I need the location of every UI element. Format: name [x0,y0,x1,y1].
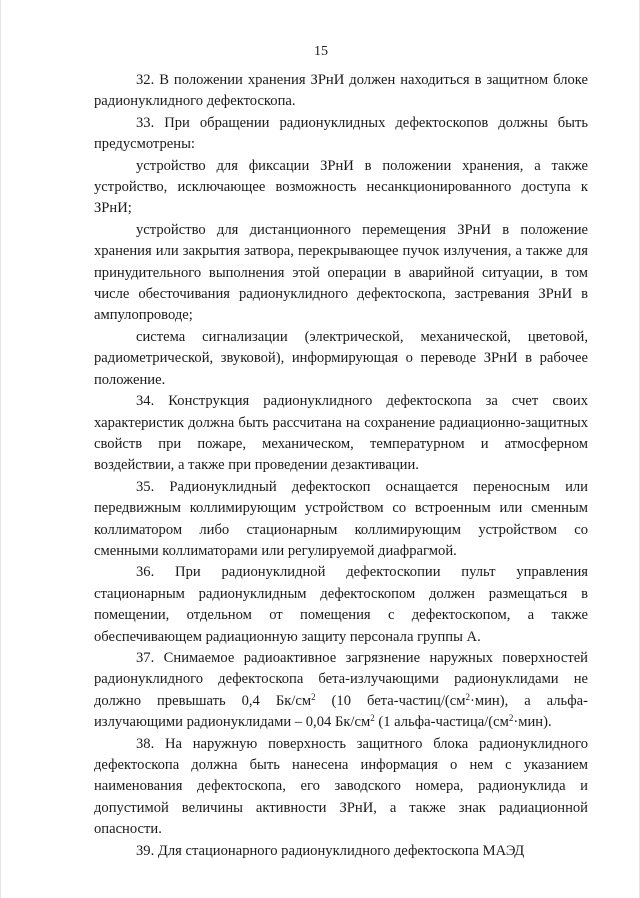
paragraph-34: 34. Конструкция радионуклидного дефектоскопа за счет своих характеристик должна быть рассчитана на сохранение радиационно-защитных свойств при пожаре, механическом, температурном и атмосферном воздействии, а также при проведении дезактивации. [94,393,588,474]
paragraph-37-part-4: (1 альфа-частица/(см [374,714,509,731]
superscript: 2 [311,691,316,702]
document-body [94,70,588,862]
paragraph-33-item-remote-transfer: устройство для дистанционного перемещения ЗРнИ в положение хранения или закрытия затвора, перекрывающее пучок излучения, а также для принудительного выполнения этой операции в аварийной ситуации, в том числе обесточивания радионуклидного дефектоскопа, застревания ЗРнИ в ампулопроводе; [94,221,588,324]
paragraph-35: 35. Радионуклидный дефектоскоп оснащается переносным или передвижным коллимирующим устройством со встроенным или сменным коллиматором либо стационарным коллимирующим устройством со сменными коллиматорами или регулируемой диафрагмой. [94,478,588,559]
paragraph-33: 33. При обращении радионуклидных дефектоскопов должны быть предусмотрены: [94,114,588,153]
paragraph-37 [94,648,588,734]
paragraph-32: 32. В положении хранения ЗРнИ должен находиться в защитном блоке радионуклидного дефектоскопа. [94,72,588,110]
paragraph-37-part-5: ·мин). [513,714,552,731]
paragraph-37-part-2: (10 бета-частиц/(см [315,692,466,709]
page-number: 15 [314,44,328,59]
superscript: 2 [370,713,375,724]
paragraph-39: 39. Для стационарного радионуклидного дефектоскопа МАЭД [136,842,525,859]
paragraph-33-item-fixation: устройство для фиксации ЗРнИ в положении хранения, а также устройство, исключающее возможность несанкционированного доступа к ЗРнИ; [94,157,588,217]
paragraph-33-item-signaling: система сигнализации (электрической, механической, цветовой, радиометрической, звуковой), информирующая о переводе ЗРнИ в рабочее положение. [94,328,588,388]
paragraph-37-part-3: ·мин), а альфа-излучающими радионуклидами – 0,04 Бк/см [94,692,588,731]
paragraph-37-part-1: 37. Снимаемое радиоактивное загрязнение наружных поверхностей радионуклидного дефектоскопа бета-излучающими радионуклидами не должно превышать 0,4 Бк/см [94,649,588,709]
superscript: 2 [465,691,470,702]
superscript: 2 [508,713,514,724]
paragraph-36: 36. При радионуклидной дефектоскопии пульт управления стационарным радионуклидным дефектоскопом должен размещаться в помещении, отдельном от помещения с дефектоскопом, а также обеспечивающем радиационную защиту персонала группы А. [94,564,588,645]
paragraph-38: 38. На наружную поверхность защитного блока радионуклидного дефектоскопа должна быть нанесена информация о нем с указанием наименования дефектоскопа, его заводского номера, радионуклида и допустимой величины активности ЗРнИ, а также знак радиационной опасности. [94,735,588,838]
